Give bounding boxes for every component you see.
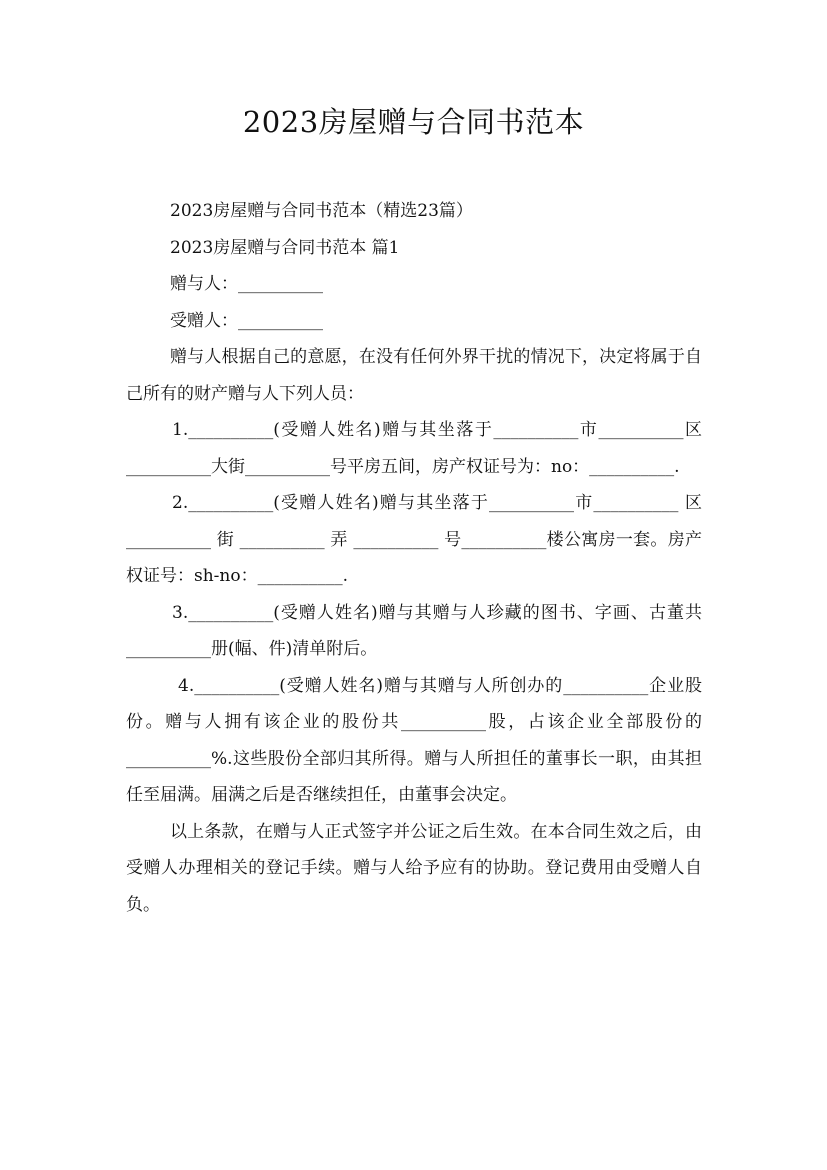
document-body: [126, 193, 702, 923]
paragraph-subtitle: 2023房屋赠与合同书范本（精选23篇）: [170, 201, 473, 221]
paragraph-intro: 赠与人根据自己的意愿，在没有任何外界干扰的情况下，决定将属于自己所有的财产赠与人下列人员：: [126, 347, 702, 404]
paragraph-section-heading: 2023房屋赠与合同书范本 篇1: [170, 237, 400, 258]
paragraph-donee: 受赠人：__________: [170, 310, 323, 331]
paragraph-effect: 以上条款，在赠与人正式签字并公证之后生效。在本合同生效之后，由受赠人办理相关的登记手续。赠与人给予应有的协助。登记费用由受赠人自负。: [126, 821, 702, 915]
paragraph-clause-3: 3.__________(受赠人姓名)赠与其赠与人珍藏的图书、字画、古董共__________册(幅、件)清单附后。: [126, 602, 702, 659]
paragraph-donor: 赠与人：__________: [170, 274, 323, 294]
document-title: 2023房屋赠与合同书范本: [242, 105, 585, 139]
paragraph-clause-1: 1.__________(受赠人姓名)赠与其坐落于__________市__________区__________大街__________号平房五间，房产权证号为：no：__________.: [126, 420, 702, 477]
paragraph-clause-4: 4.__________(受赠人姓名)赠与其赠与人所创办的__________企业股份。赠与人拥有该企业的股份共__________股，占该企业全部股份的__________%.这些股份全部归其所得。赠与人所担任的董事长一职，由其担任至届满。届满之后是否继续担任，由董事会决定。: [126, 675, 702, 805]
paragraph-clause-2: 2.__________(受赠人姓名)赠与其坐落于__________市__________ 区 __________ 街 __________ 弄 __________ 号__________楼公寓房一套。房产权证号：sh-no：__________.: [126, 493, 702, 586]
